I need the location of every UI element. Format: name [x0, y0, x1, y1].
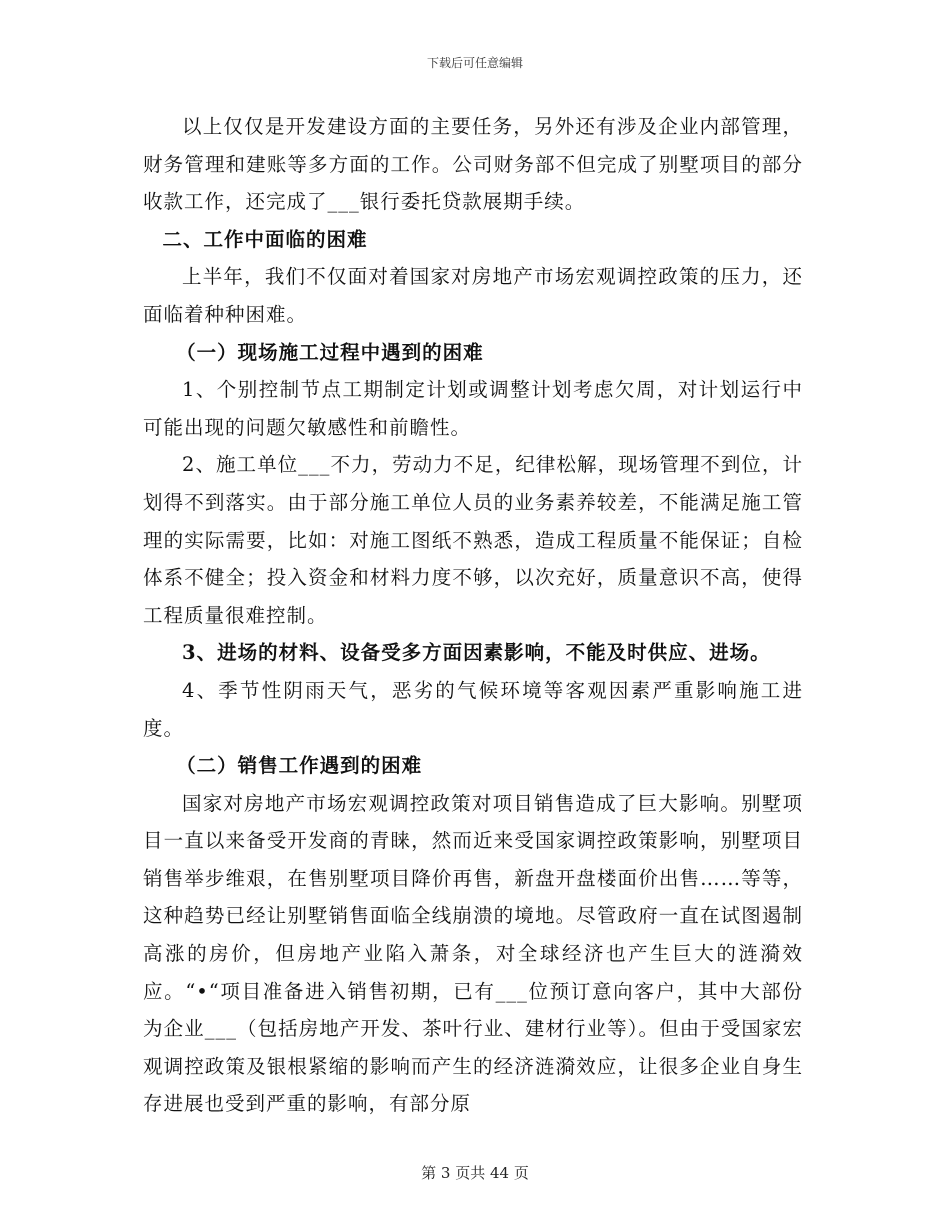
document-body [143, 108, 803, 1123]
subsection-heading-construction: （一）现场施工过程中遇到的困难 [176, 340, 484, 364]
page-header: 下载后可任意编辑 [426, 56, 523, 70]
subsection-heading-sales: （二）销售工作遇到的困难 [176, 754, 423, 778]
paragraph-item-2: 2、施工单位___不力，劳动力不足，纪律松解，现场管理不到位，计划得不到落实。由于部分施工单位人员的业务素养较差，不能满足施工管理的实际需要，比如：对施工图纸不熟悉，造成工程质量不能保证；自检体系不健全；投入资金和材料力度不够，以次充好，质量意识不高，使得工程质量很难控制。 [143, 453, 803, 627]
page-footer: 第 3 页共 44 页 [421, 1164, 529, 1182]
section-heading-difficulties: 二、工作中面临的困难 [162, 227, 368, 251]
paragraph-item-1: 1、个别控制节点工期制定计划或调整计划考虑欠周，对计划运行中可能出现的问题欠敏感性和前瞻性。 [143, 378, 803, 439]
paragraph-tasks-summary: 以上仅仅是开发建设方面的主要任务，另外还有涉及企业内部管理，财务管理和建账等多方面的工作。公司财务部不但完成了别墅项目的部分收款工作，还完成了___银行委托贷款展期手续。 [143, 115, 803, 214]
paragraph-item-3: 3、进场的材料、设备受多方面因素影响，不能及时供应、进场。 [182, 641, 771, 665]
paragraph-item-4: 4、季节性阴雨天气，恶劣的气候环境等客观因素严重影响施工进度。 [143, 678, 803, 740]
paragraph-intro-difficulties: 上半年，我们不仅面对着国家对房地产市场宏观调控政策的压力，还面临着种种困难。 [143, 265, 803, 326]
paragraph-sales: 国家对房地产市场宏观调控政策对项目销售造成了巨大影响。别墅项目一直以来备受开发商的青睐，然而近来受国家调控政策影响，别墅项目销售举步维艰，在售别墅项目降价再售，新盘开盘楼面价出售……等等，这种趋势已经让别墅销售面临全线崩溃的境地。尽管政府一直在试图遏制高涨的房价，但房地产业陷入萧条，对全球经济也产生巨大的涟漪效应。“•“项目准备进入销售初期，已有___位预订意向客户，其中大部份为企业___（包括房地产开发、茶叶行业、建材行业等）。但由于受国家宏观调控政策及银根紧缩的影响而产生的经济涟漪效应，让很多企业自身生存进展也受到严重的影响，有部分原 [143, 791, 803, 1116]
